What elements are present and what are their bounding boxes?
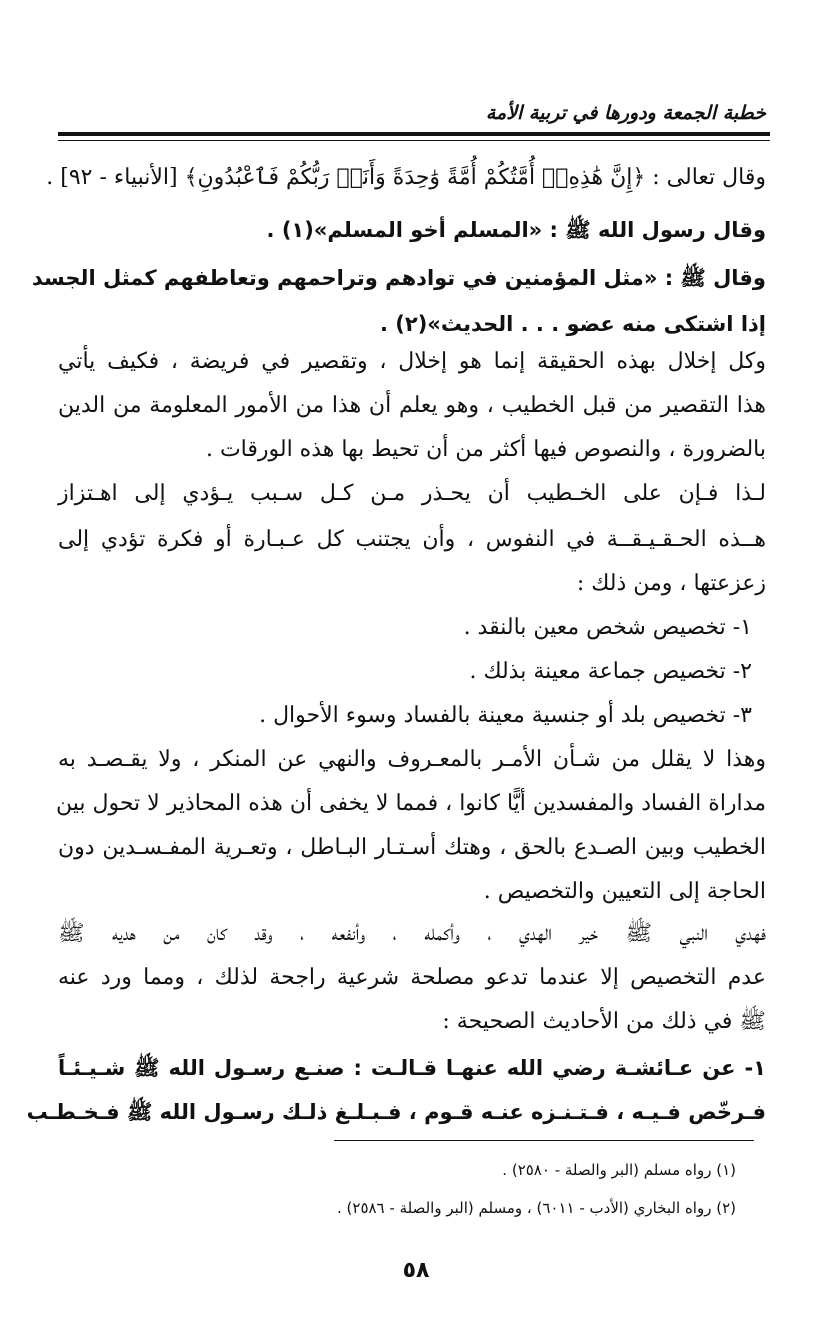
hadith-line: ١- عن عـائشـة رضي الله عنهـا قـالـت : صنـع رسـول الله ﷺ شـيـئـاً bbox=[58, 1056, 766, 1080]
hadith-line: وقال ﷺ : «مثل المؤمنين في توادهم وتراحمهم وتعاطفهم كمثل الجسد bbox=[31, 266, 766, 290]
hadith-line: إذا اشتكى منه عضو . . . الحديث»(٢) . bbox=[379, 312, 766, 336]
footnote-separator bbox=[334, 1140, 754, 1141]
paragraph-line: بالضرورة ، والنصوص فيها أكثر من أن تحيط بها هذه الورقات . bbox=[205, 437, 766, 462]
paragraph-line: فهدي النبي ﷺ خير الهدي ، وأكمله ، وأنفعه ، وقد كان من هديه ﷺ bbox=[58, 921, 766, 946]
paragraph-line: وهذا لا يقلل من شـأن الأمـر بالمعـروف والنهي عن المنكر ، ولا يقـصـد به bbox=[58, 747, 766, 772]
paragraph-line: مداراة الفساد والمفسدين أيًّا كانوا ، فمما لا يخفى أن هذه المحاذير لا تحول بين bbox=[56, 791, 766, 816]
footnote: (٢) رواه البخاري (الأدب - ٦٠١١) ، ومسلم (البر والصلة - ٢٥٨٦) . bbox=[337, 1199, 736, 1217]
paragraph-line: الحاجة إلى التعيين والتخصيص . bbox=[483, 879, 766, 904]
paragraph-line: زعزعتها ، ومن ذلك : bbox=[576, 571, 766, 596]
paragraph-line: وكل إخلال بهذه الحقيقة إنما هو إخلال ، وتقصير في فريضة ، فكيف يأتي bbox=[58, 349, 766, 374]
paragraph-line: ﷺ في ذلك من الأحاديث الصحيحة : bbox=[442, 1009, 766, 1034]
hadith-line: فـرخّص فـيـه ، فـتـنـزه عنـه قـوم ، فـبـلـغ ذلـك رسـول الله ﷺ فـخـطـب bbox=[26, 1100, 766, 1124]
header-rule-thick bbox=[58, 132, 770, 136]
list-item: ٢- تخصيص جماعة معينة بذلك . bbox=[469, 659, 752, 684]
paragraph-line: هذا التقصير من قبل الخطيب ، وهو يعلم أن هذا من الأمور المعلومة من الدين bbox=[58, 393, 766, 418]
running-header: خطبة الجمعة ودورها في تربية الأمة bbox=[485, 102, 766, 124]
list-item: ٣- تخصيص بلد أو جنسية معينة بالفساد وسوء الأحوال . bbox=[259, 703, 752, 728]
paragraph-line: الخطيب وبين الصـدع بالحق ، وهتك أسـتـار البـاطل ، وتعـرية المفـسـدين دون bbox=[58, 835, 766, 860]
paragraph-line: هــذه الحـقـيـقــة في النفوس ، وأن يجتنب كل عـبـارة أو فكرة تؤدي إلى bbox=[58, 527, 766, 552]
footnote: (١) رواه مسلم (البر والصلة - ٢٥٨٠) . bbox=[502, 1161, 736, 1179]
quran-verse-line: وقال تعالى : ﴿إِنَّ هَٰذِهِۦٓ أُمَّتُكُمْ أُمَّةً وَٰحِدَةً وَأَنَا۠ رَبُّكُمْ فَٱعْبُدُونِ﴾ [الأنبياء - ٩٢] . bbox=[46, 165, 766, 190]
paragraph-line: لـذا فـإن على الخـطيب أن يحـذر مـن كـل سـبب يـؤدي إلى اهـتزاز bbox=[58, 481, 766, 506]
list-item: ١- تخصيص شخص معين بالنقد . bbox=[463, 615, 752, 640]
page-number: ٥٨ bbox=[402, 1258, 430, 1283]
paragraph-line: عدم التخصيص إلا عندما تدعو مصلحة شرعية راجحة لذلك ، ومما ورد عنه bbox=[58, 965, 766, 990]
hadith-line: وقال رسول الله ﷺ : «المسلم أخو المسلم»(١) . bbox=[266, 218, 766, 242]
header-rule-thin bbox=[58, 140, 770, 141]
